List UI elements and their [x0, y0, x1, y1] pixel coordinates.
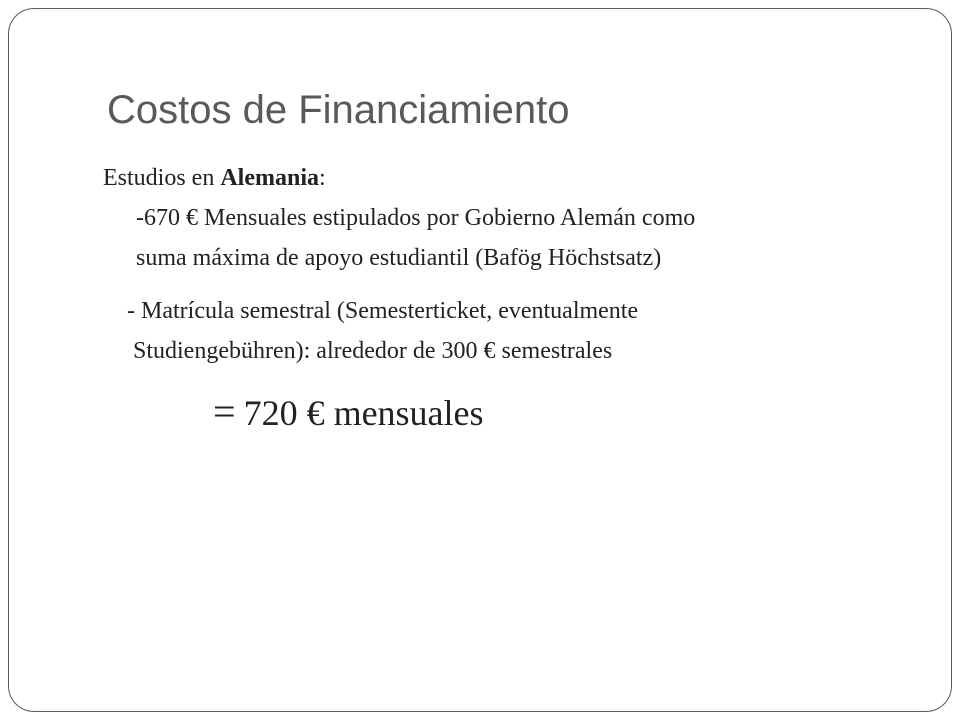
- intro-prefix: Estudios en: [103, 165, 221, 191]
- intro-country: Alemania: [220, 165, 319, 191]
- bullet-line: - Matrícula semestral (Semesterticket, eventualmente: [127, 298, 639, 324]
- intro-suffix: :: [319, 165, 326, 191]
- equals-sign: =: [213, 389, 236, 434]
- result-text: 720 € mensuales: [243, 393, 484, 433]
- bullet-item-monthly-support: [136, 198, 695, 278]
- bullet-line: suma máxima de apoyo estudiantil (Bafög Höchstsatz): [136, 245, 662, 271]
- bullet-item-tuition: [127, 291, 638, 371]
- bullet-line: Studiengebühren): alrededor de 300 € semestrales: [133, 338, 613, 364]
- result-total: [213, 386, 484, 439]
- bullet-line: -670 € Mensuales estipulados por Gobierno Alemán como: [136, 205, 696, 231]
- intro-line: [103, 158, 326, 198]
- slide-title: Costos de Financiamiento: [107, 88, 570, 132]
